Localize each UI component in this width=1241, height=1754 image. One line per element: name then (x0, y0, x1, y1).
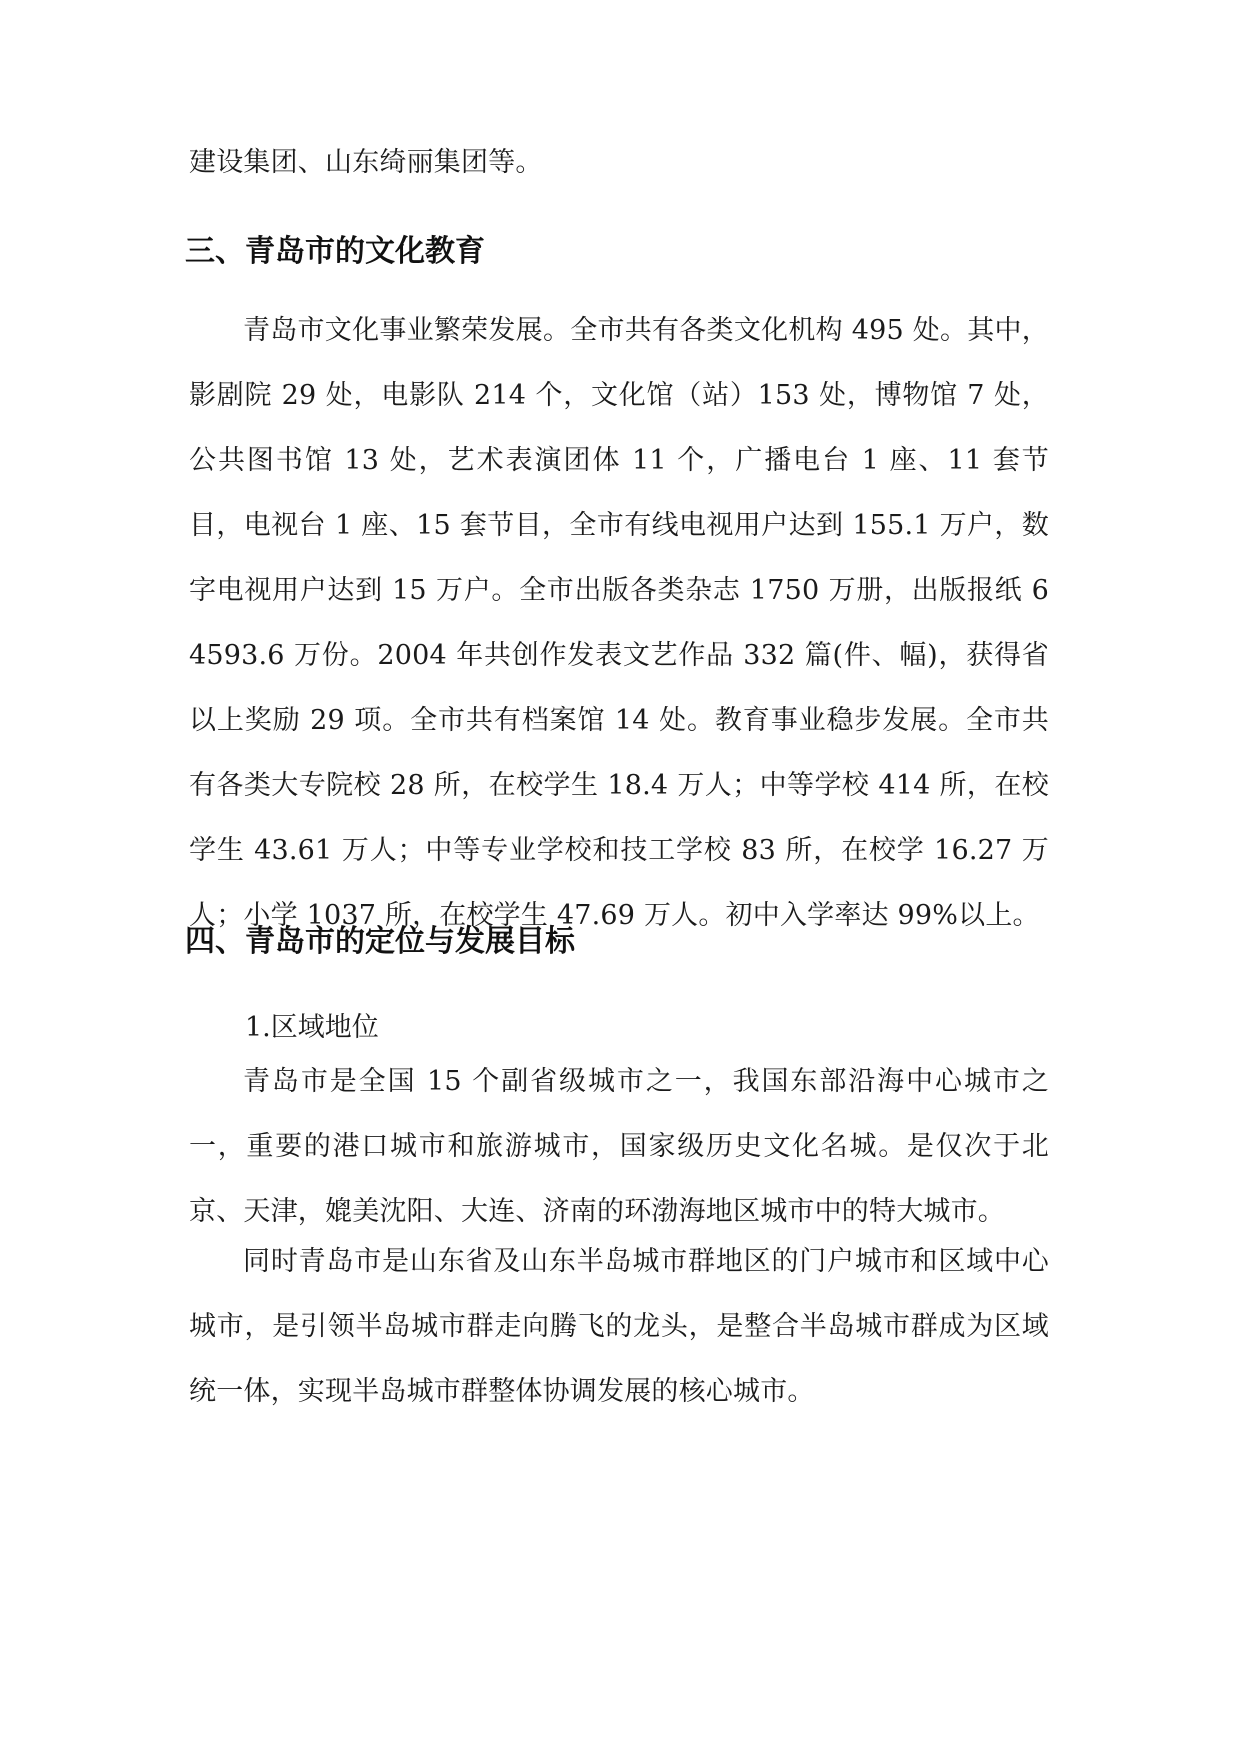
subsection-1-heading: 1.区域地位 (245, 1012, 379, 1043)
section-4-paragraph-1: 青岛市是全国 15 个副省级城市之一，我国东部沿海中心城市之一，重要的港口城市和旅游城市，国家级历史文化名城。是仅次于北京、天津，媲美沈阳、大连、济南的环渤海地区城市中的特大城市。 (189, 1066, 1049, 1227)
continuation-paragraph: 建设集团、山东绮丽集团等。 (189, 147, 543, 178)
section-4-heading: 四、青岛市的定位与发展目标 (185, 924, 575, 959)
section-3-heading: 三、青岛市的文化教育 (185, 234, 485, 269)
section-4-paragraph-2: 同时青岛市是山东省及山东半岛城市群地区的门户城市和区域中心城市，是引领半岛城市群走向腾飞的龙头，是整合半岛城市群成为区域统一体，实现半岛城市群整体协调发展的核心城市。 (189, 1246, 1049, 1407)
section-3-paragraph: 青岛市文化事业繁荣发展。全市共有各类文化机构 495 处。其中，影剧院 29 处，电影队 214 个，文化馆（站）153 处，博物馆 7 处，公共图书馆 13 处，艺术表演团体 11 个，广播电台 1 座、11 套节目，电视台 1 座、15 套节目，全市有线电视用户达到 155.1 万户，数字电视用户达到 15 万户。全市出版各类杂志 1750 万册，出版报纸 64593.6 万份。2004 年共创作发表文艺作品 332 篇(件、幅)，获得省以上奖励 29 项。全市共有档案馆 14 处。教育事业稳步发展。全市共有各类大专院校 28 所，在校学生 18.4 万人；中等学校 414 所，在校学生 43.61 万人；中等专业学校和技工学校 83 所，在校学 16.27 万人；小学 1037 所，在校学生 47.69 万人。初中入学率达 99%以上。 (189, 315, 1049, 931)
